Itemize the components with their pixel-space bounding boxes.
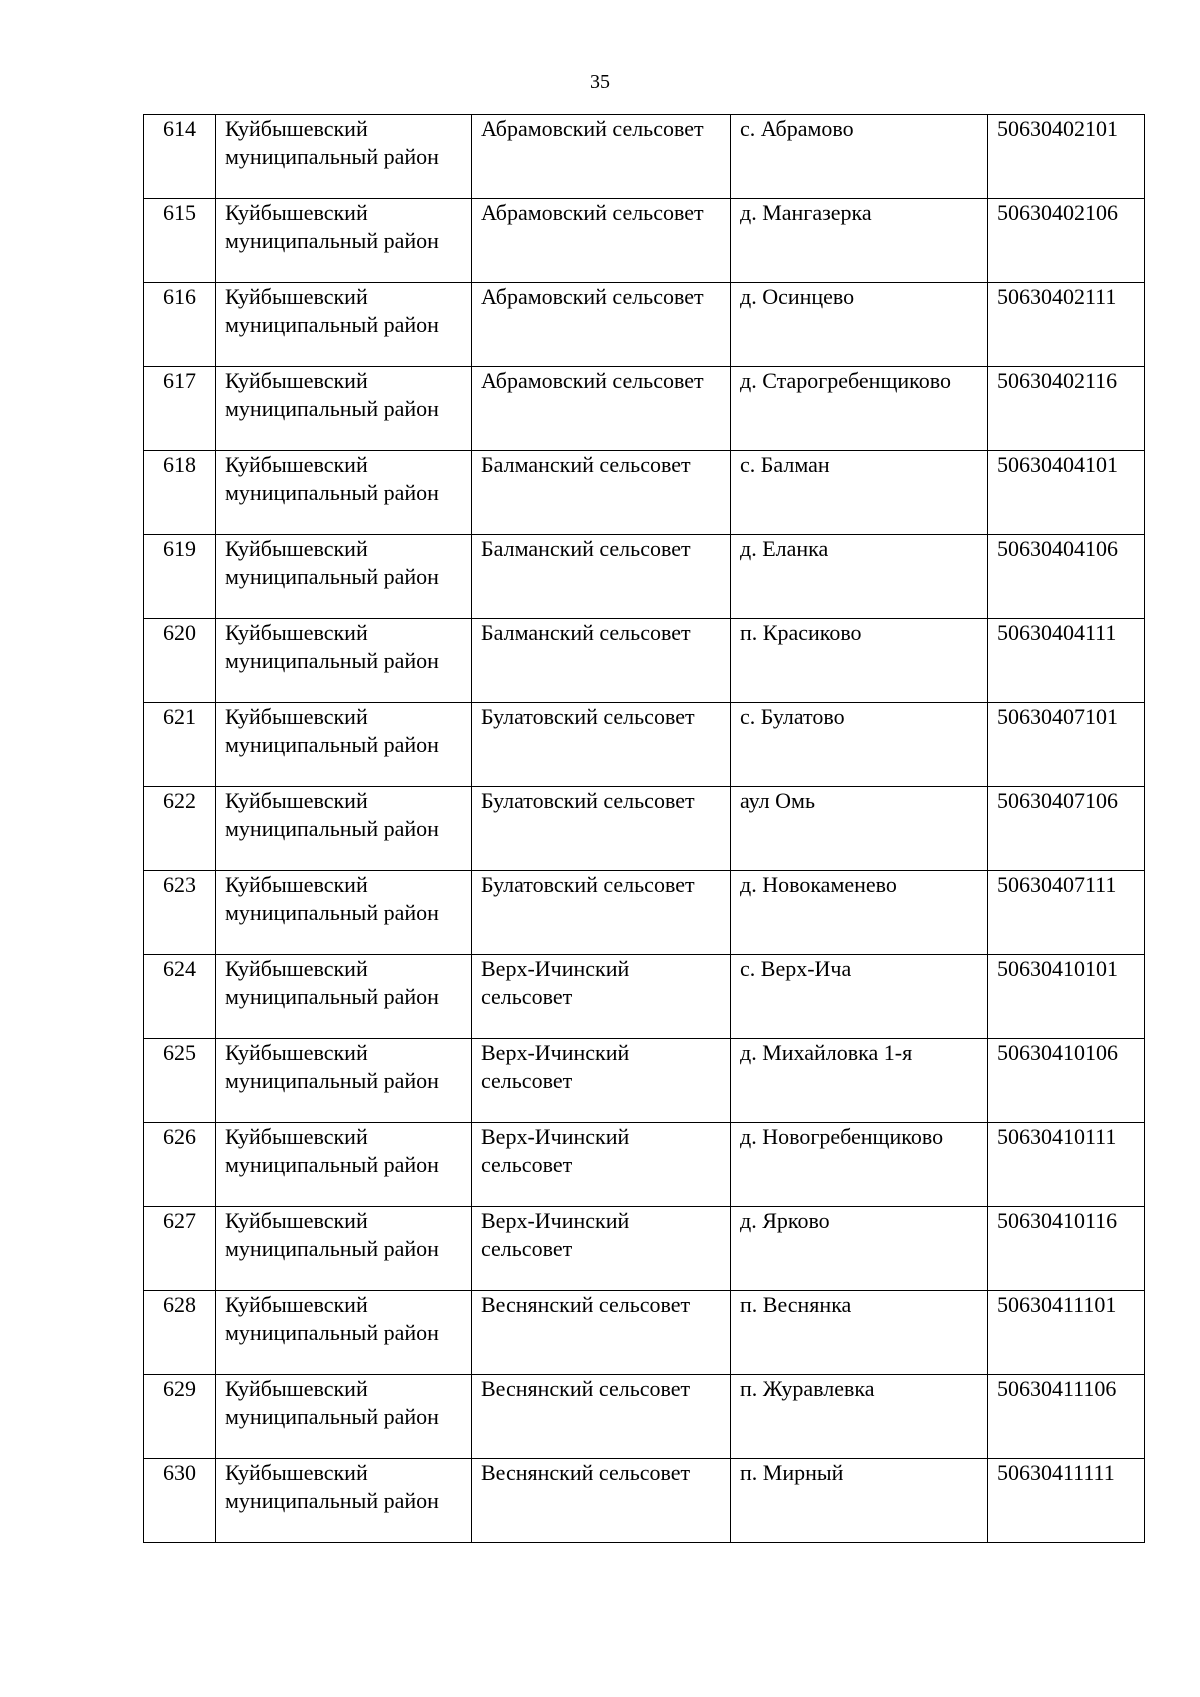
council-cell: Балманский сельсовет: [472, 535, 731, 619]
row-number-cell: 617: [144, 367, 216, 451]
district-cell: Куйбышевский муниципальный район: [216, 1459, 472, 1543]
settlement-cell: с. Балман: [731, 451, 988, 535]
council-cell: Веснянский сельсовет: [472, 1459, 731, 1543]
code-cell: 50630410111: [988, 1123, 1145, 1207]
code-cell: 50630402106: [988, 199, 1145, 283]
council-cell: Верх-Ичинский сельсовет: [472, 1123, 731, 1207]
code-cell: 50630410101: [988, 955, 1145, 1039]
row-number-cell: 626: [144, 1123, 216, 1207]
code-cell: 50630411111: [988, 1459, 1145, 1543]
table-row: [144, 1039, 1145, 1123]
district-cell: Куйбышевский муниципальный район: [216, 787, 472, 871]
row-number-cell: 627: [144, 1207, 216, 1291]
code-cell: 50630411106: [988, 1375, 1145, 1459]
district-cell: Куйбышевский муниципальный район: [216, 1291, 472, 1375]
table-row: [144, 283, 1145, 367]
table-row: [144, 1459, 1145, 1543]
table-row: [144, 787, 1145, 871]
code-cell: 50630407101: [988, 703, 1145, 787]
district-cell: Куйбышевский муниципальный район: [216, 1375, 472, 1459]
table-row: [144, 1123, 1145, 1207]
code-cell: 50630404106: [988, 535, 1145, 619]
council-cell: Булатовский сельсовет: [472, 871, 731, 955]
settlement-cell: п. Веснянка: [731, 1291, 988, 1375]
row-number-cell: 629: [144, 1375, 216, 1459]
row-number-cell: 628: [144, 1291, 216, 1375]
code-cell: 50630411101: [988, 1291, 1145, 1375]
table-row: [144, 199, 1145, 283]
table-row: [144, 955, 1145, 1039]
table-row: [144, 535, 1145, 619]
settlement-cell: д. Ярково: [731, 1207, 988, 1291]
table-row: [144, 367, 1145, 451]
district-cell: Куйбышевский муниципальный район: [216, 367, 472, 451]
settlement-cell: д. Новокаменево: [731, 871, 988, 955]
code-cell: 50630410116: [988, 1207, 1145, 1291]
code-cell: 50630404101: [988, 451, 1145, 535]
settlement-cell: п. Журавлевка: [731, 1375, 988, 1459]
district-cell: Куйбышевский муниципальный район: [216, 535, 472, 619]
council-cell: Веснянский сельсовет: [472, 1375, 731, 1459]
settlement-cell: с. Булатово: [731, 703, 988, 787]
district-cell: Куйбышевский муниципальный район: [216, 1123, 472, 1207]
settlement-cell: д. Михайловка 1-я: [731, 1039, 988, 1123]
district-cell: Куйбышевский муниципальный район: [216, 451, 472, 535]
council-cell: Абрамовский сельсовет: [472, 283, 731, 367]
table-row: [144, 115, 1145, 199]
code-cell: 50630402116: [988, 367, 1145, 451]
district-cell: Куйбышевский муниципальный район: [216, 619, 472, 703]
settlement-cell: с. Верх-Ича: [731, 955, 988, 1039]
settlement-cell: д. Новогребенщиково: [731, 1123, 988, 1207]
table-row: [144, 451, 1145, 535]
settlement-cell: аул Омь: [731, 787, 988, 871]
row-number-cell: 614: [144, 115, 216, 199]
code-cell: 50630410106: [988, 1039, 1145, 1123]
council-cell: Булатовский сельсовет: [472, 703, 731, 787]
row-number-cell: 625: [144, 1039, 216, 1123]
code-cell: 50630402111: [988, 283, 1145, 367]
row-number-cell: 630: [144, 1459, 216, 1543]
row-number-cell: 621: [144, 703, 216, 787]
table-row: [144, 1375, 1145, 1459]
council-cell: Верх-Ичинский сельсовет: [472, 1207, 731, 1291]
district-cell: Куйбышевский муниципальный район: [216, 1039, 472, 1123]
council-cell: Абрамовский сельсовет: [472, 199, 731, 283]
row-number-cell: 619: [144, 535, 216, 619]
row-number-cell: 622: [144, 787, 216, 871]
row-number-cell: 615: [144, 199, 216, 283]
district-cell: Куйбышевский муниципальный район: [216, 199, 472, 283]
row-number-cell: 618: [144, 451, 216, 535]
table-row: [144, 1291, 1145, 1375]
council-cell: Балманский сельсовет: [472, 619, 731, 703]
settlement-cell: д. Старогребенщиково: [731, 367, 988, 451]
row-number-cell: 616: [144, 283, 216, 367]
code-cell: 50630404111: [988, 619, 1145, 703]
table-row: [144, 1207, 1145, 1291]
code-cell: 50630402101: [988, 115, 1145, 199]
settlement-cell: д. Осинцево: [731, 283, 988, 367]
code-cell: 50630407111: [988, 871, 1145, 955]
row-number-cell: 620: [144, 619, 216, 703]
council-cell: Булатовский сельсовет: [472, 787, 731, 871]
row-number-cell: 624: [144, 955, 216, 1039]
district-cell: Куйбышевский муниципальный район: [216, 283, 472, 367]
district-cell: Куйбышевский муниципальный район: [216, 1207, 472, 1291]
council-cell: Абрамовский сельсовет: [472, 115, 731, 199]
district-cell: Куйбышевский муниципальный район: [216, 871, 472, 955]
council-cell: Абрамовский сельсовет: [472, 367, 731, 451]
council-cell: Веснянский сельсовет: [472, 1291, 731, 1375]
settlement-cell: с. Абрамово: [731, 115, 988, 199]
code-cell: 50630407106: [988, 787, 1145, 871]
settlement-cell: д. Еланка: [731, 535, 988, 619]
district-cell: Куйбышевский муниципальный район: [216, 115, 472, 199]
district-cell: Куйбышевский муниципальный район: [216, 703, 472, 787]
row-number-cell: 623: [144, 871, 216, 955]
council-cell: Верх-Ичинский сельсовет: [472, 1039, 731, 1123]
council-cell: Верх-Ичинский сельсовет: [472, 955, 731, 1039]
table-row: [144, 619, 1145, 703]
page-number: 35: [590, 71, 610, 93]
council-cell: Балманский сельсовет: [472, 451, 731, 535]
settlement-cell: п. Красиково: [731, 619, 988, 703]
table-row: [144, 871, 1145, 955]
settlement-cell: п. Мирный: [731, 1459, 988, 1543]
table-row: [144, 703, 1145, 787]
district-cell: Куйбышевский муниципальный район: [216, 955, 472, 1039]
settlement-cell: д. Мангазерка: [731, 199, 988, 283]
settlements-table: [143, 114, 1145, 1543]
